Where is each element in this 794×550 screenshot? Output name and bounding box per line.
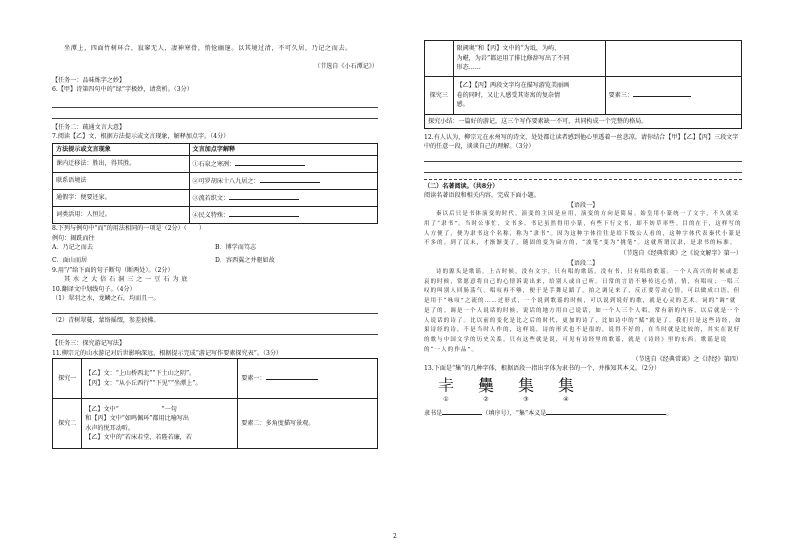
- explore-summary: 探究小结：一篇好的游记，这三个写作要素缺一不可，共同构成一个完整的格局。: [425, 115, 742, 129]
- explore-content: 【乙】【丙】两段文字均在描写游览美丽画 卷的同时，又让人感受其寄寓的复杂情 感。: [453, 77, 605, 115]
- answer-line[interactable]: [52, 98, 378, 108]
- table-cell: ①石泉之寒冽：: [189, 156, 378, 173]
- explore-key: 要素二：多角度描写景观。: [238, 399, 378, 449]
- segment-2-title: 【语段二】: [567, 259, 599, 267]
- task1-heading: 【任务一：品味炼字之妙】: [52, 76, 126, 84]
- explore-label: [425, 41, 454, 77]
- section-2-intro: 阅读名著语段和相关内容，完成下面小题。: [424, 192, 540, 200]
- explore-key: 要素一：: [238, 359, 378, 399]
- explore-content: 【乙】文中“ ”一句 和【丙】文中“如鸣佩环”都用比喻写出 水声的悦耳动听。 【乙】文中的“若床若堂，若陛若廉，若: [82, 399, 238, 449]
- answer-line[interactable]: [52, 304, 378, 314]
- answer-blank[interactable]: [235, 159, 305, 166]
- segment-1-text: 秦以后只是书体演变的时代，演变的主因是应用，演变的方向是简易。始皇用小篆统一了文字，不久就采用了“隶书”。当时公事忙，文书多，书记虽然得用小篆，有些下行文书，却不妨草率些。目的在于，这样写的人方便了，便为隶书这个名称，称为“隶书”。因为这种字体往往是给下级公人看的，这种字体代表秦代小篆是不多的。到了汉末，才渐渐变了，随固的变为扁方的，“波笔”变为“挑笔”。这就所谓汉隶，是隶书的标准。: [424, 211, 742, 247]
- option-c[interactable]: C．面山而居: [52, 256, 88, 264]
- explore-table-continued: [424, 40, 742, 129]
- explore-content: 【乙】文：“上山桥西北”“下土山之阴”。 【丙】文：“从小丘西行”“下见”“坐潭上”。: [82, 359, 238, 399]
- question-8-example: 例句：揭跣而往: [52, 234, 95, 242]
- table-cell: 通假字：便要还家。: [53, 190, 190, 207]
- table-header: 文言加点字解释: [189, 143, 378, 155]
- segment-2-source: （节选自《经典常谈》之《诗经》第四）: [632, 355, 742, 363]
- glyph-number: ②: [483, 395, 489, 403]
- glyph-2: 雧: [477, 375, 494, 395]
- explore-label: 探究一: [53, 359, 82, 399]
- option-a[interactable]: A．乃记之而去: [52, 243, 93, 251]
- passage-intro: 坐潭上，四面竹树环合，寂寥无人，凄神寒骨，悄怆幽邃。以其境过清，不可久居，乃记之而去。: [64, 45, 352, 52]
- answer-blank[interactable]: [633, 90, 691, 97]
- right-column: [424, 0, 742, 419]
- task3-heading: 【任务三：探究游记写法】: [52, 340, 126, 348]
- question-8-options: [52, 243, 378, 266]
- explore-label: 探究二: [53, 399, 82, 449]
- answer-line[interactable]: [424, 152, 742, 162]
- answer-blank[interactable]: [229, 193, 299, 200]
- explore-key: 要素三：: [605, 77, 741, 115]
- table-header: 方法提示或文言现象: [53, 143, 190, 155]
- glyph-1: 𠦋: [437, 375, 454, 395]
- section-2-heading: （二）名著阅读。（共8分）: [424, 182, 499, 190]
- answer-line[interactable]: [52, 325, 378, 335]
- question-10-2: （2）青树翠蔓，蒙络摇缀，参差披拂。: [52, 316, 160, 324]
- question-6: 6.【甲】诗第四句中的“绿”字极妙，请赏析。（3分）: [52, 86, 193, 94]
- glyph-4: 集: [557, 375, 574, 395]
- table-cell: 词类活用：人恒过。: [53, 207, 190, 224]
- question-9: 9.用“/”给下面的句子断句（断两处）。（2分）: [52, 266, 174, 274]
- glyph-number: ④: [563, 395, 569, 403]
- answer-blank[interactable]: [229, 210, 299, 217]
- vocab-table: [52, 143, 378, 224]
- passage-source: （节选自《小石潭记》）: [314, 63, 378, 71]
- answer-blank[interactable]: [442, 408, 482, 415]
- table-cell: 课内迁移法：胜出，得其胜。: [53, 156, 190, 173]
- glyph-number: ③: [523, 395, 529, 403]
- answer-line[interactable]: [424, 163, 742, 173]
- explore-label: 探究三: [425, 77, 454, 115]
- question-13-answer: 隶书是 （填序号），“集”本义是 。: [424, 410, 673, 418]
- glyph-3: 集: [517, 375, 534, 395]
- question-12: 12.有人认为，柳宗元在永州写的诗文，处处都让读者感到他心里透着一丝悲凉。请你结合【甲】【乙】【丙】三段文字中的任意一段，谈谈自己的理解。（3分）: [424, 134, 739, 151]
- segment-1-source: （节选自《经典常谈》之《说文解字》第一）: [620, 250, 742, 258]
- task2-heading: 【任务二：疏通文言大意】: [52, 123, 126, 131]
- option-d[interactable]: D．容西翼之并驱如故: [215, 256, 275, 264]
- question-8: 8.下列与例句中“而”的用法相同的一项是（2分）（ ）: [52, 225, 206, 233]
- question-9-sentence: 其 水 之 大 倍 石 洞 三 之 一 豆 石 为 底: [64, 276, 188, 284]
- table-cell: ④民义特殊：: [189, 207, 378, 224]
- table-cell: ③流若织文：: [189, 190, 378, 207]
- segment-1-title: 【语段一】: [567, 201, 599, 209]
- explore-key: [605, 41, 741, 77]
- table-cell: ②可罗胡床十八九居之：: [189, 173, 378, 190]
- question-7: 7.阅读【乙】文，根据方法提示或文言现象，解释加点字。（4分）: [52, 133, 230, 141]
- page-number: 2: [393, 533, 397, 540]
- question-11: 11.柳宗元的山水游记对后世影响深远，根据提示完成“游记写作要素探究表”。（3分）: [52, 349, 283, 357]
- question-10: 10.翻译文中划线句子。（4分）: [52, 285, 136, 293]
- answer-line[interactable]: [52, 109, 378, 119]
- glyph-number: ①: [443, 395, 449, 403]
- section-divider: [424, 179, 742, 180]
- explore-content: 限阈奥”和【丙】文中的“为坻，为屿， 为嵁，为岩”都运用了排比修辞写出了不同 形态……: [453, 41, 605, 77]
- glyph-row: [426, 377, 742, 395]
- explore-table: [52, 358, 378, 449]
- glyph-numbers: [426, 395, 742, 404]
- answer-blank[interactable]: [266, 373, 318, 380]
- question-10-1: （1）翠羽之水，龙鳞之石，均而且一。: [52, 295, 160, 303]
- table-cell: 联系语境法: [53, 173, 190, 190]
- answer-blank[interactable]: [546, 408, 666, 415]
- left-column: [52, 0, 378, 449]
- answer-blank[interactable]: [260, 176, 320, 183]
- option-b[interactable]: B．博学而笃志: [215, 243, 257, 251]
- question-13: 13.下面是“集”的几种字体，根据语段一指出字体为隶书的一个，并推知其本义。（2分）: [424, 365, 661, 373]
- segment-2-text: 诗的源头是歌谣。上古时候，没有文字，只有唱的歌谣。没有书，只有唱的歌谣。一个人高兴的时候或悲哀的时候，常愿意将自己的心情诉说出来，给别人或自己听。日常的言语不够传达心情，情，有唱叹；一唱三叹的叫别人回肠荡气。唱叹再不够，便于是手舞足蹈了，拍之调足来了，反正要劳动心情，可以做成口语，但是用于“咏叹”之流的……过形式，一个说到歌谣的时候，可以说到说好的歌，就是心灵的艺术。词的“调”就是了的。调是一个人说话的时候，说话的地方用自己说话，如一个人三个人唱，常有新的内容，以后就是一个人说话的诗了。比以前的变化是比之后的时代，更加的诗了，比如诗中的“赋”就是了。我们只是这些诗经，如果诗经的诗，不是当时人作的，这样说，诗的形式也不是很的，说得不好的，在当时就是比较的，其实在说好的歌与中国文学的历史关系，只有这些就是说，可见有诗经里的歌谣，就是《诗经》里的东西。歌谣是说的“一人的作品”。: [424, 268, 742, 353]
